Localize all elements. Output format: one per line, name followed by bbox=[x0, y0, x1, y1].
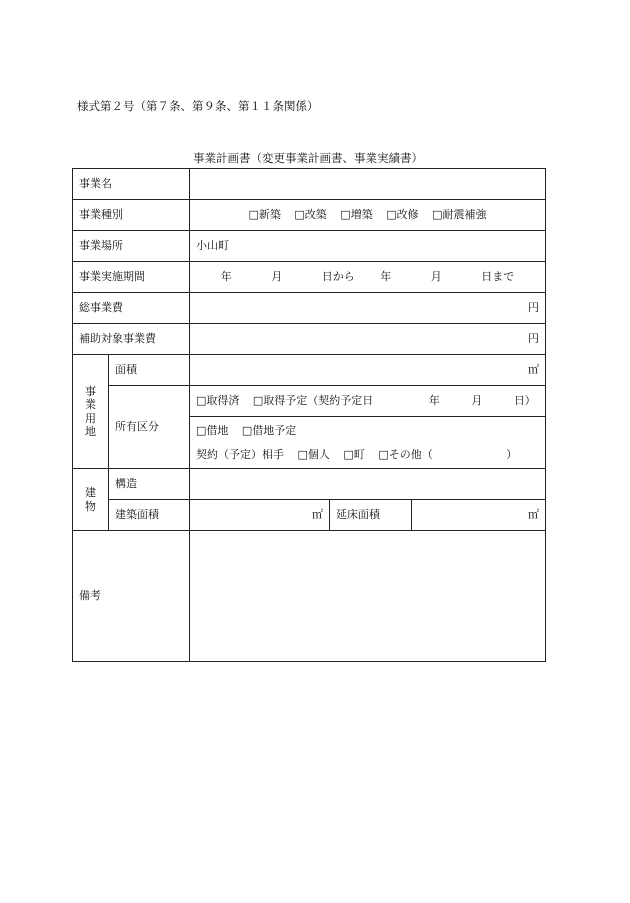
row-project-period bbox=[73, 262, 546, 293]
period-from: 年 月 日から bbox=[220, 270, 355, 284]
floor-area-label: 延床面積 bbox=[330, 500, 412, 531]
structure-label: 構造 bbox=[109, 469, 190, 500]
project-type-label: 事業種別 bbox=[73, 200, 190, 231]
row-remarks bbox=[73, 531, 546, 662]
building-area-label: 建築面積 bbox=[109, 500, 190, 531]
building-group-label: 建 物 bbox=[73, 469, 109, 531]
subsidy-cost-label: 補助対象事業費 bbox=[73, 324, 190, 355]
row-project-name bbox=[73, 169, 546, 200]
land-area-field[interactable] bbox=[190, 355, 546, 386]
floor-area-field[interactable] bbox=[412, 500, 546, 531]
row-ownership-acquire bbox=[73, 386, 546, 417]
remarks-field[interactable] bbox=[190, 531, 546, 662]
land-area-label: 面積 bbox=[109, 355, 190, 386]
checkbox-lease-planned[interactable]: □借地予定 bbox=[241, 424, 297, 438]
building-area-field[interactable] bbox=[190, 500, 330, 531]
checkbox-extension[interactable]: □増築 bbox=[340, 208, 373, 222]
ownership-lease-field: □借地 □借地予定 契約（予定）相手 □個人 □町 □その他（ ） bbox=[190, 417, 546, 469]
period-to: 年 月 日まで bbox=[380, 270, 515, 284]
square-meter-unit: ㎡ bbox=[528, 363, 540, 377]
remarks-label: 備考 bbox=[73, 531, 190, 662]
document-title: 事業計画書（変更事業計画書、事業実績書） bbox=[193, 151, 423, 165]
structure-field[interactable] bbox=[190, 469, 546, 500]
checkbox-new-construction[interactable]: □新築 bbox=[248, 208, 281, 222]
checkbox-lease[interactable]: □借地 bbox=[196, 424, 229, 438]
yen-unit: 円 bbox=[528, 332, 540, 346]
project-period-label: 事業実施期間 bbox=[73, 262, 190, 293]
project-type-options bbox=[190, 200, 546, 231]
checkbox-acquired[interactable]: □取得済 bbox=[196, 394, 240, 408]
project-name-field[interactable] bbox=[190, 169, 546, 200]
checkbox-other[interactable]: □その他（ bbox=[378, 447, 433, 461]
checkbox-seismic-reinforcement[interactable]: □耐震補強 bbox=[432, 208, 487, 222]
row-land-area bbox=[73, 355, 546, 386]
project-period-field[interactable] bbox=[190, 262, 546, 293]
checkbox-town[interactable]: □町 bbox=[343, 447, 365, 461]
checkbox-renovation[interactable]: □改修 bbox=[386, 208, 419, 222]
project-location-label: 事業場所 bbox=[73, 231, 190, 262]
subsidy-cost-field[interactable] bbox=[190, 324, 546, 355]
total-cost-field[interactable] bbox=[190, 293, 546, 324]
row-project-type bbox=[73, 200, 546, 231]
land-group-label: 事 業 用 地 bbox=[73, 355, 109, 469]
row-building-area bbox=[73, 500, 546, 531]
project-plan-table bbox=[72, 168, 546, 662]
yen-unit: 円 bbox=[528, 301, 540, 315]
ownership-label: 所有区分 bbox=[109, 386, 190, 469]
checkbox-individual[interactable]: □個人 bbox=[297, 447, 330, 461]
row-subsidy-cost bbox=[73, 324, 546, 355]
project-name-label: 事業名 bbox=[73, 169, 190, 200]
total-cost-label: 総事業費 bbox=[73, 293, 190, 324]
checkbox-acquire-planned[interactable]: □取得予定（契約予定日 bbox=[252, 394, 374, 408]
checkbox-reconstruction[interactable]: □改築 bbox=[294, 208, 327, 222]
row-building-structure bbox=[73, 469, 546, 500]
square-meter-unit: ㎡ bbox=[312, 508, 323, 522]
ownership-acquire-field: □取得済 □取得予定（契約予定日 年 月 日） bbox=[190, 386, 546, 417]
square-meter-unit: ㎡ bbox=[528, 508, 540, 522]
row-project-location bbox=[73, 231, 546, 262]
project-location-field[interactable]: 小山町 bbox=[190, 231, 546, 262]
row-total-cost bbox=[73, 293, 546, 324]
form-number: 様式第２号（第７条、第９条、第１１条関係） bbox=[77, 99, 319, 113]
